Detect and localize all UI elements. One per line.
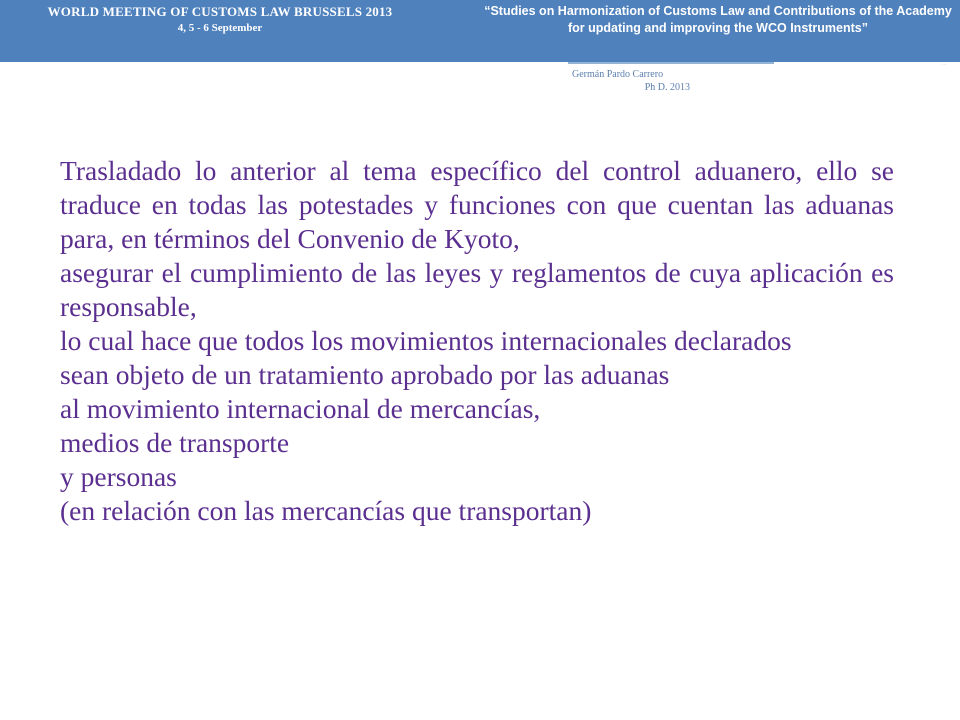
conference-dates: 4, 5 - 6 September	[177, 22, 263, 34]
paragraph-3: lo cual hace que todos los movimientos internacionales declarados	[60, 325, 792, 356]
corner-mark: ···	[942, 62, 947, 68]
paragraph-8: (en relación con las mercancías que transportan)	[60, 495, 592, 526]
author-block	[560, 68, 690, 94]
paragraph-5: al movimiento internacional de mercancías,	[60, 393, 541, 424]
author-degree: Ph D. 2013	[644, 82, 690, 93]
conference-block	[0, 4, 440, 34]
header-underline	[568, 62, 774, 64]
paragraph-7: y personas	[60, 461, 177, 492]
paragraph-1: Trasladado lo anterior al tema específico del control aduanero, ello se traduce en todas las potestades y funciones con que cuentan las aduanas para, en términos del Convenio de Kyoto,	[60, 155, 894, 254]
talk-title: “Studies on Harmonization of Customs Law and Contributions of the Academy for updating and improving the WCO Instruments”	[484, 4, 952, 35]
header-bar	[0, 0, 960, 62]
slide-body	[60, 154, 894, 528]
author-name: Germán Pardo Carrero	[572, 69, 664, 80]
paragraph-4: sean objeto de un tratamiento aprobado por las aduanas	[60, 359, 670, 390]
conference-title: WORLD MEETING OF CUSTOMS LAW BRUSSELS 2013	[47, 4, 393, 19]
paragraph-2: asegurar el cumplimiento de las leyes y reglamentos de cuya aplicación es responsable,	[60, 257, 894, 322]
paragraph-6: medios de transporte	[60, 427, 290, 458]
